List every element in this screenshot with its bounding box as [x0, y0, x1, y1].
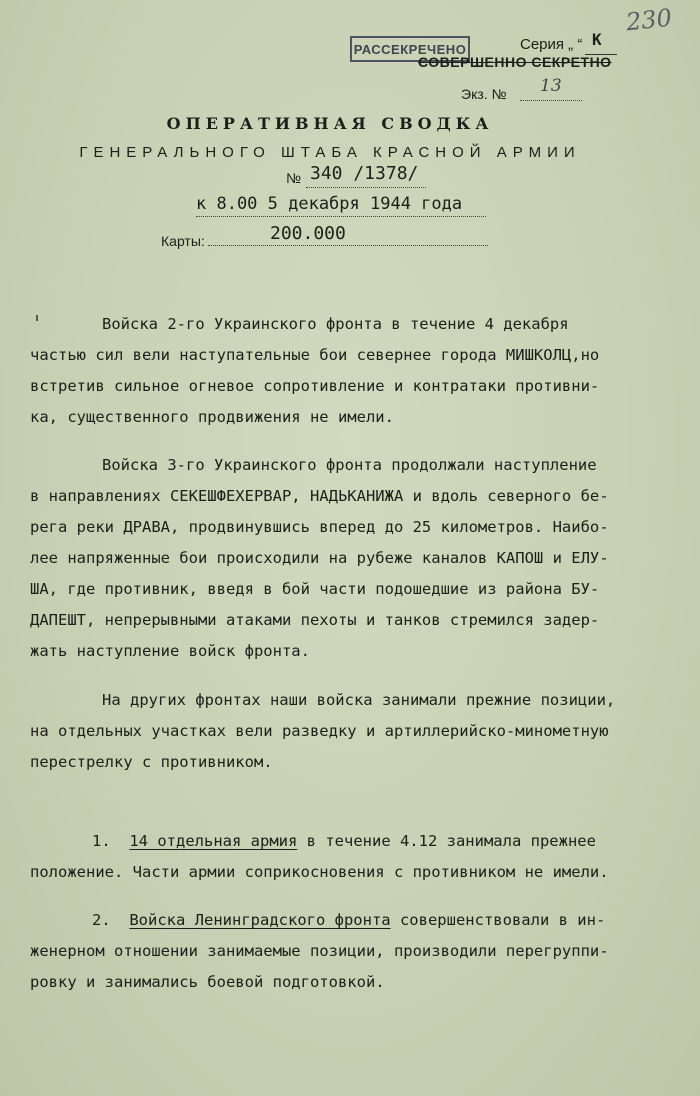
text-line: встретив сильное огневое сопротивление и контратаки противни-	[30, 377, 600, 395]
maps-label: Карты:	[161, 233, 205, 249]
text-line	[30, 826, 670, 857]
text-line: частью сил вели наступательные бои севернее города МИШКОЛЦ,но	[30, 346, 600, 364]
text-line: Войска 2-го Украинского фронта в течение 4 декабря	[102, 315, 569, 333]
maps-underline	[208, 245, 488, 246]
item-14th-army	[30, 826, 670, 888]
item-number: 1.	[92, 832, 111, 850]
document-title: ОПЕРАТИВНАЯ СВОДКА	[166, 114, 494, 133]
text-line: рега реки ДРАВА, продвинувшись вперед до 25 километров. Наибо-	[30, 518, 609, 536]
text-line: лее напряженные бои происходили на рубеже каналов КАПОШ и ЕЛУ-	[30, 549, 609, 567]
paragraph-other-fronts	[30, 685, 670, 778]
series-value: К	[592, 30, 602, 49]
text-line: в направлениях СЕКЕШФЕХЕРВАР, НАДЬКАНИЖА и вдоль северного бе-	[30, 487, 609, 505]
paragraph-2nd-ukrainian-front	[30, 309, 670, 433]
item-subject: Войска Ленинградского фронта	[129, 911, 391, 929]
copy-number-underline	[520, 100, 582, 101]
report-number-value: 340 /1378/	[310, 163, 419, 184]
report-date: к 8.00 5 декабря 1944 года	[196, 194, 463, 214]
text-line: ДАПЕШТ, непрерывными атаками пехоты и танков стремился задер-	[30, 611, 600, 629]
item-text: совершенствовали в ин-	[390, 911, 606, 929]
series-label: Серия „ “	[520, 36, 583, 53]
report-date-underline	[196, 216, 486, 217]
paragraph-3rd-ukrainian-front	[30, 450, 670, 667]
text-line: жать наступление войск фронта.	[30, 642, 310, 660]
document-subtitle: ГЕНЕРАЛЬНОГО ШТАБА КРАСНОЙ АРМИИ	[79, 144, 581, 161]
copy-number-label: Экз. №	[461, 86, 507, 102]
text-line: ка, существенного продвижения не имели.	[30, 408, 394, 426]
archive-page-number: 230	[624, 3, 674, 37]
text-line: На других фронтах наши войска занимали прежние позиции,	[102, 691, 616, 709]
item-subject: 14 отдельная армия	[129, 832, 298, 850]
item-text: в течение 4.12 занимала прежнее	[297, 832, 596, 850]
item-leningrad-front	[30, 905, 670, 998]
text-line: Войска 3-го Украинского фронта продолжали наступление	[102, 456, 597, 474]
declassified-stamp: РАССЕКРЕЧЕНО	[350, 36, 470, 62]
maps-scale-value: 200.000	[270, 223, 346, 244]
report-number-label: №	[286, 170, 302, 186]
report-number-underline	[306, 187, 426, 188]
copy-number-value: 13	[540, 76, 562, 96]
item-number: 2.	[92, 911, 111, 929]
secrecy-mark-struck: СОВЕРШЕННО СЕКРЕТНО	[418, 54, 612, 70]
text-line: положение. Части армии соприкосновения с противником не имели.	[30, 863, 609, 881]
text-line: на отдельных участках вели разведку и артиллерийско-минометную	[30, 722, 609, 740]
text-line: ровку и занимались боевой подготовкой.	[30, 973, 385, 991]
text-line: ША, где противник, введя в бой части подошедшие из района БУ-	[30, 580, 600, 598]
text-line	[30, 905, 670, 936]
text-line: женерном отношении занимаемые позиции, производили перегруппи-	[30, 942, 609, 960]
text-line: перестрелку с противником.	[30, 753, 273, 771]
